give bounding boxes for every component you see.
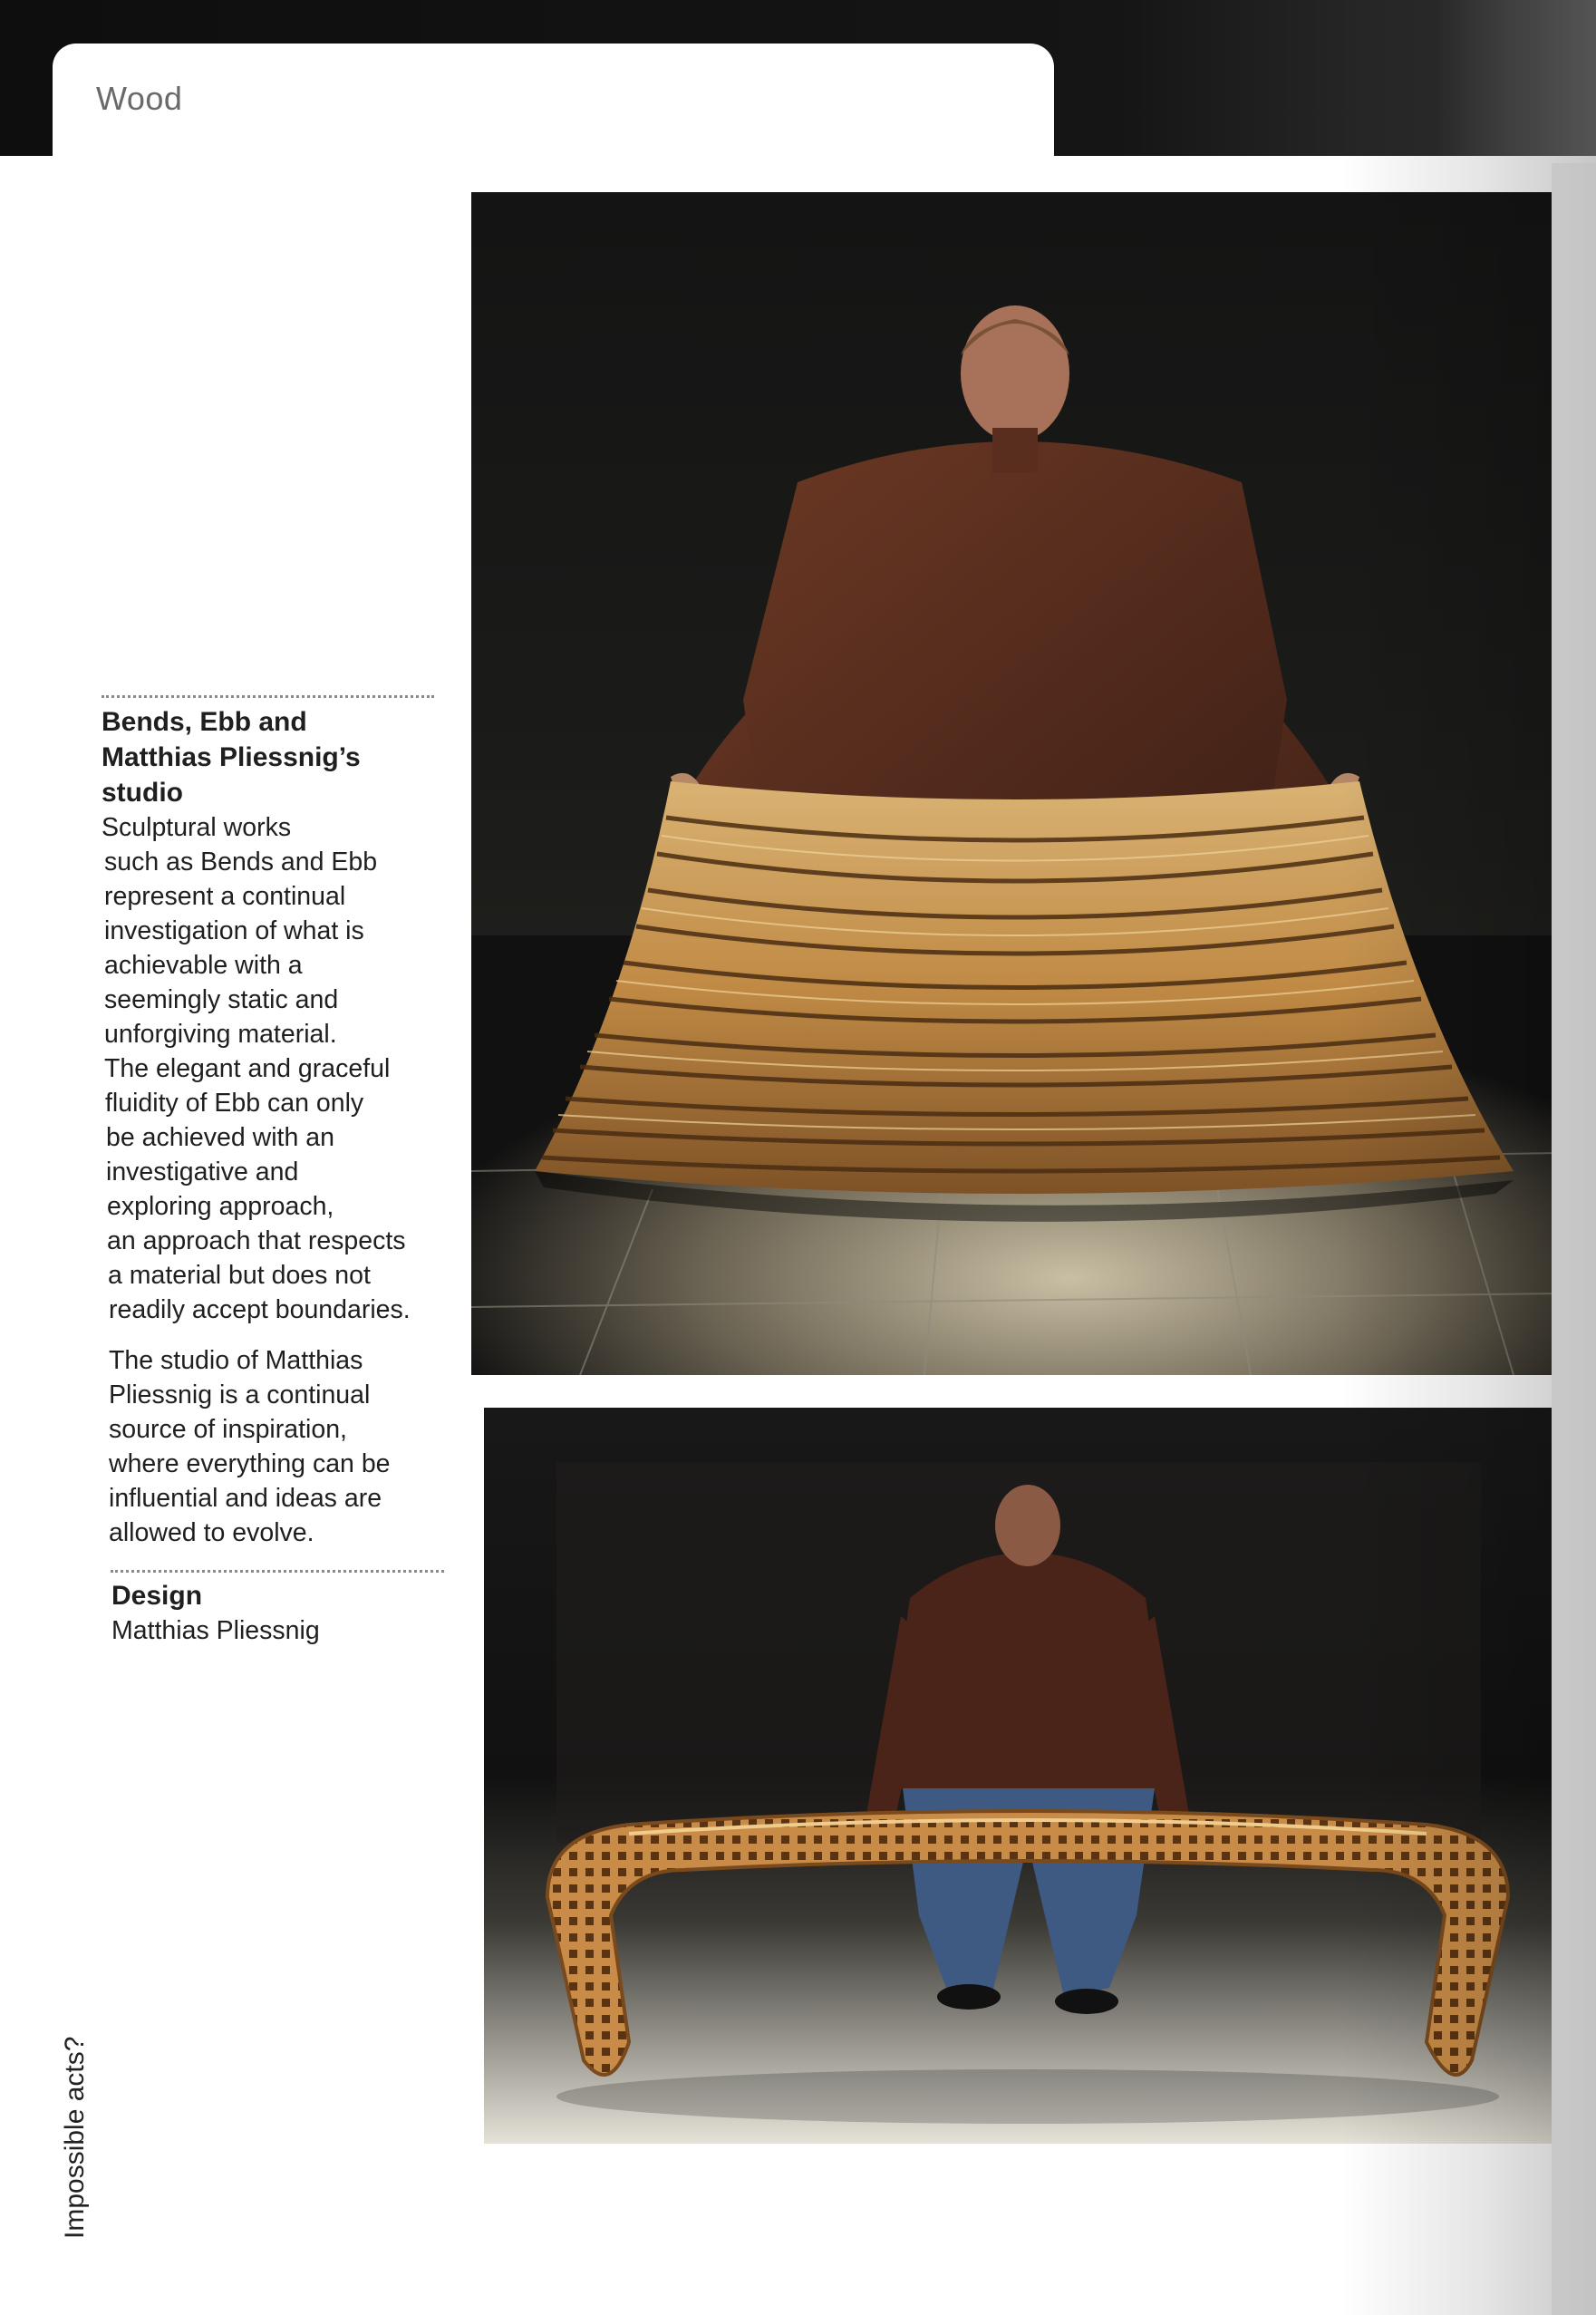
paragraph-line: represent a continual (104, 882, 346, 911)
paragraph-line: readily accept boundaries. (109, 1295, 411, 1324)
paragraph-line: a material but does not (108, 1261, 371, 1290)
paragraph-line: fluidity of Ebb can only (105, 1089, 364, 1118)
paragraph-line: investigative and (106, 1158, 299, 1187)
caption-title-line: Bends, Ebb and (102, 707, 307, 737)
credits-block (111, 1578, 456, 1648)
ebb-photo (471, 192, 1559, 1375)
caption-top-rule (102, 695, 434, 698)
page-edge (1552, 163, 1596, 2315)
caption-title-line: Matthias Pliessnig’s (102, 742, 361, 772)
section-label: Wood (96, 80, 183, 117)
paragraph-line: Pliessnig is a continual (109, 1380, 371, 1409)
paragraph-line: source of inspiration, (109, 1415, 347, 1444)
design-label: Design (111, 1581, 203, 1611)
caption-title (102, 704, 464, 810)
caption-block (102, 704, 464, 1550)
paragraph-line: seemingly static and (104, 985, 339, 1014)
paragraph-line: where everything can be (109, 1449, 391, 1478)
paragraph-line: allowed to evolve. (109, 1518, 314, 1547)
caption-paragraph-2 (102, 1343, 464, 1550)
designer-name: Matthias Pliessnig (111, 1616, 320, 1645)
credits-rule (111, 1570, 444, 1573)
paragraph-line: exploring approach, (107, 1192, 334, 1221)
paragraph-line: achievable with a (104, 951, 303, 980)
paragraph-line: The studio of Matthias (109, 1346, 363, 1375)
paragraph-line: an approach that respects (107, 1226, 406, 1255)
paragraph-line: Sculptural works (102, 813, 292, 842)
caption-title-line: studio (102, 778, 183, 808)
paragraph-line: investigation of what is (104, 916, 364, 945)
paragraph-line: unforgiving material. (104, 1020, 337, 1049)
paragraph-line: be achieved with an (106, 1123, 334, 1152)
paragraph-line: The elegant and graceful (104, 1054, 391, 1083)
caption-paragraph-1 (102, 810, 464, 1327)
running-title: Impossible acts? (60, 2036, 90, 2239)
paragraph-line: such as Bends and Ebb (104, 848, 378, 877)
bends-photo (484, 1408, 1562, 2144)
paragraph-line: influential and ideas are (109, 1484, 382, 1513)
